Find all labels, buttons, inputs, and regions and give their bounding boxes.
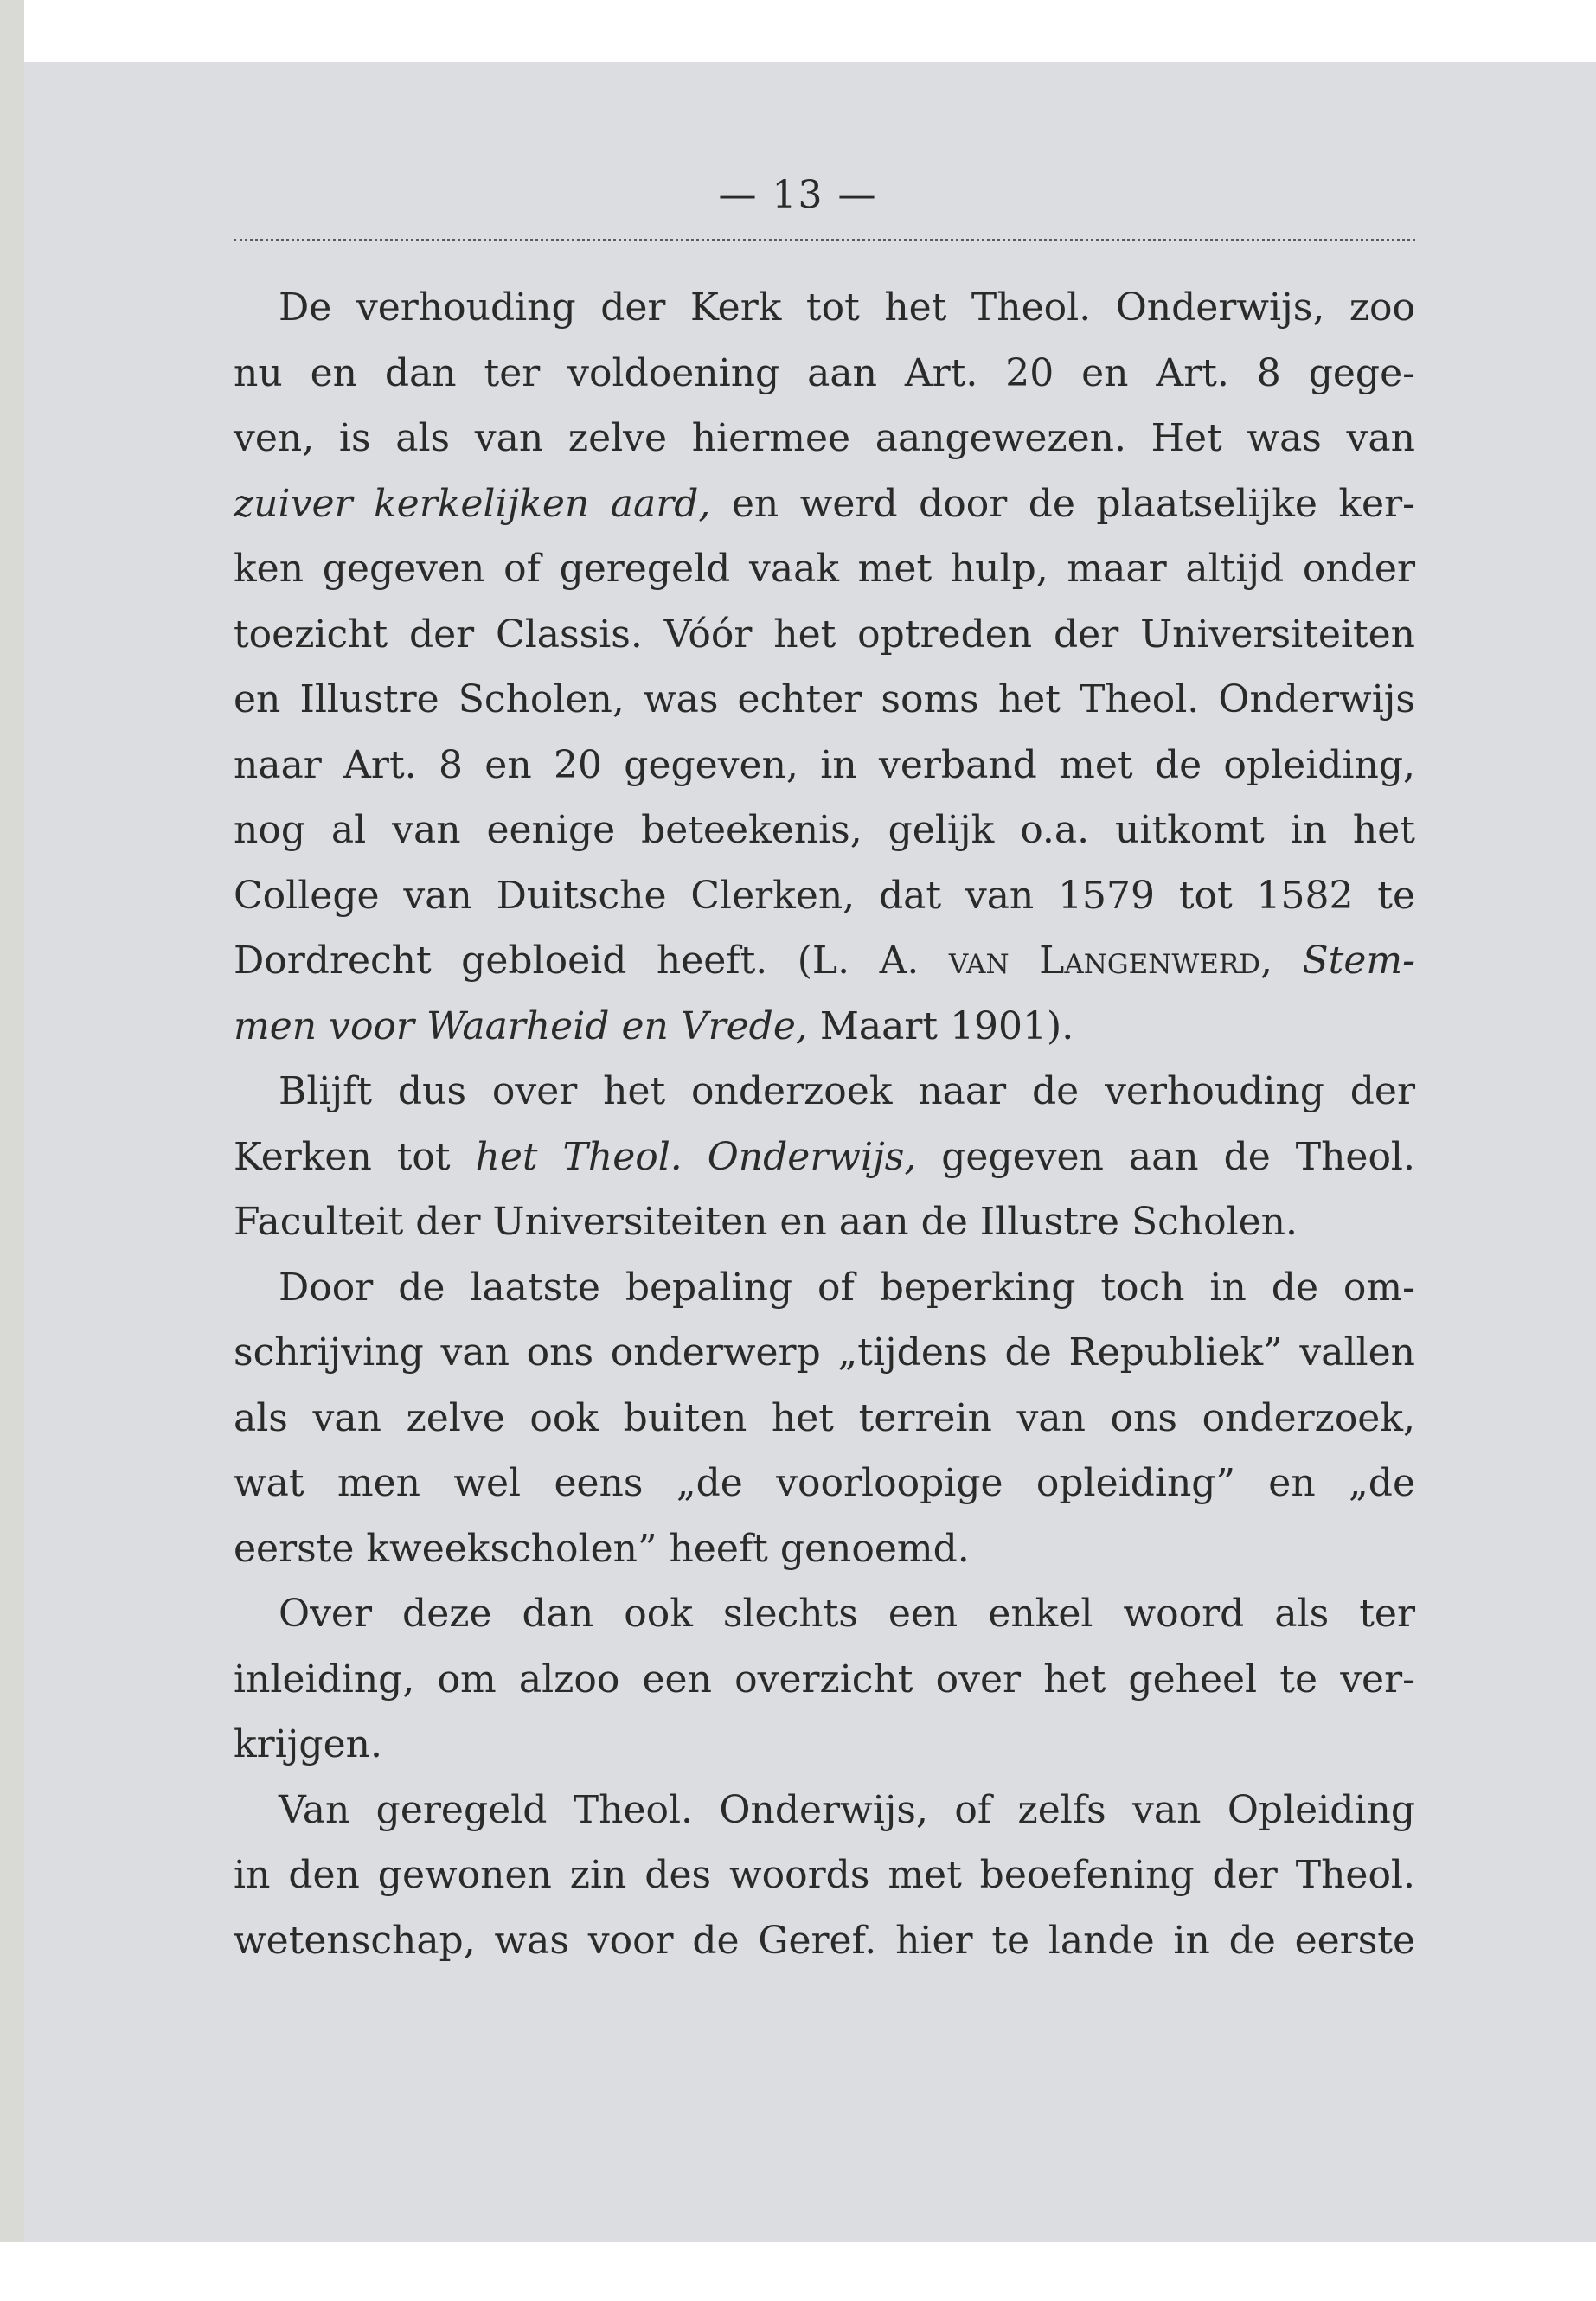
text-segment: krijgen.: [234, 1722, 382, 1766]
text-segment: en werd door de plaatselijke ker-: [710, 481, 1415, 526]
text-segment: gegeven aan de Theol.: [916, 1134, 1415, 1179]
text-segment: [1272, 939, 1302, 983]
text-line: [234, 471, 1415, 537]
text-segment: Van geregeld Theol. Onderwijs, of zelfs van Opleiding: [279, 1787, 1415, 1832]
italic-text: het Theol. Onderwijs,: [475, 1134, 917, 1179]
text-line: [234, 536, 1415, 602]
text-segment: toezicht der Classis. Vóór het optreden der Universiteiten: [234, 612, 1415, 657]
text-line: [234, 1255, 1415, 1321]
text-line: [234, 602, 1415, 668]
text-segment: wat men wel eens „de voorloopige opleiding” en „de: [234, 1461, 1415, 1505]
text-line: [234, 1647, 1415, 1713]
text-line: [234, 1778, 1415, 1843]
italic-text: zuiver kerkelijken aard,: [234, 481, 711, 526]
header-rule: [234, 239, 1415, 241]
text-line: [234, 1189, 1415, 1255]
text-line: [234, 1125, 1415, 1190]
text-segment: ven, is als van zelve hiermee aangewezen. Het was van: [234, 416, 1415, 460]
text-line: [234, 341, 1415, 407]
text-line: [234, 1712, 1415, 1778]
text-line: [234, 863, 1415, 929]
text-segment: De verhouding der Kerk tot het Theol. Onderwijs, zoo: [279, 285, 1415, 330]
text-line: [234, 798, 1415, 863]
text-segment: nu en dan ter voldoening aan Art. 20 en Art. 8 gege-: [234, 350, 1415, 395]
scan-left-edge: [0, 0, 24, 2301]
text-segment: wetenschap, was voor de Geref. hier te lande in de eerste: [234, 1918, 1415, 1963]
text-segment: Door de laatste bepaling of beperking toch in de om-: [279, 1265, 1415, 1310]
text-segment: ken gegeven of geregeld vaak met hulp, maar altijd onder: [234, 547, 1415, 591]
text-line: [234, 1516, 1415, 1582]
italic-text: men voor Waarheid en Vrede,: [234, 1003, 808, 1048]
scan-bottom-margin: [0, 2242, 1596, 2301]
text-line: [234, 1581, 1415, 1647]
text-line: [234, 1908, 1415, 1974]
text-line: [234, 1059, 1415, 1125]
text-segment: Kerken tot: [234, 1134, 476, 1179]
text-segment: Maart 1901).: [807, 1003, 1074, 1048]
text-line: [234, 667, 1415, 733]
text-line: [234, 928, 1415, 994]
page-number: — 13 —: [718, 173, 878, 217]
text-segment: naar Art. 8 en 20 gegeven, in verband met de opleiding,: [234, 742, 1415, 787]
text-segment: Faculteit der Universiteiten en aan de Illustre Scholen.: [234, 1200, 1298, 1244]
text-segment: als van zelve ook buiten het terrein van ons onderzoek,: [234, 1395, 1415, 1440]
text-segment: College van Duitsche Clerken, dat van 1579 tot 1582 te: [234, 873, 1415, 918]
text-line: [234, 1386, 1415, 1452]
text-line: [234, 406, 1415, 471]
body-text: [234, 275, 1415, 1973]
text-segment: Blijft dus over het onderzoek naar de verhouding der: [279, 1069, 1415, 1113]
scan-top-margin: [0, 0, 1596, 62]
text-segment: Dordrecht gebloeid heeft. (L. A.: [234, 939, 949, 983]
text-segment: inleiding, om alzoo een overzicht over het geheel te ver-: [234, 1657, 1415, 1702]
italic-text: Stem-: [1302, 939, 1415, 983]
text-segment: Over deze dan ook slechts een enkel woord als ter: [279, 1592, 1415, 1636]
text-segment: eerste kweekscholen” heeft genoemd.: [234, 1526, 970, 1571]
text-line: [234, 1320, 1415, 1386]
text-line: [234, 275, 1415, 341]
text-line: [234, 733, 1415, 798]
text-line: [234, 1451, 1415, 1516]
text-segment: in den gewonen zin des woords met beoefening der Theol.: [234, 1853, 1415, 1897]
text-segment: schrijving van ons onderwerp „tijdens de Republiek” vallen: [234, 1330, 1415, 1375]
text-line: [234, 1843, 1415, 1908]
text-segment: nog al van eenige beteekenis, gelijk o.a. uitkomt in het: [234, 808, 1415, 852]
small-caps-text: van Langenwerd,: [948, 939, 1273, 983]
text-segment: en Illustre Scholen, was echter soms het Theol. Onderwijs: [234, 677, 1415, 721]
text-line: [234, 994, 1415, 1060]
